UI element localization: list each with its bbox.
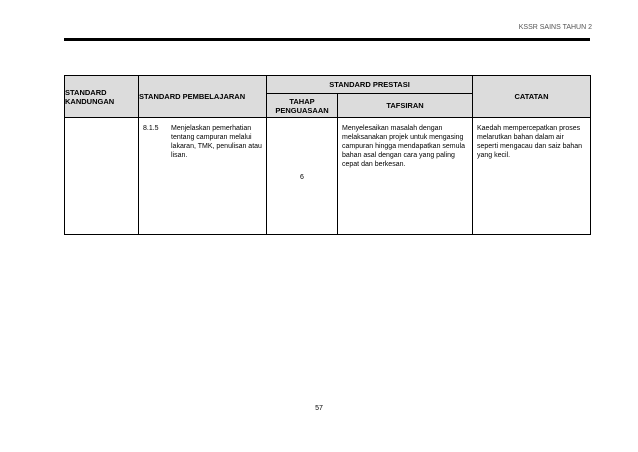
header-standard-pembelajaran: STANDARD PEMBELAJARAN <box>139 76 267 118</box>
header-tafsiran: TAFSIRAN <box>338 94 473 118</box>
cell-standard-kandungan <box>65 118 139 235</box>
cell-standard-pembelajaran <box>139 118 267 235</box>
header-standard-kandungan: STANDARD KANDUNGAN <box>65 76 139 118</box>
cell-catatan: Kaedah mempercepatkan proses melarutkan bahan dalam air seperti mengacau dan saiz bahan yang kecil. <box>473 118 591 235</box>
header-standard-prestasi: STANDARD PRESTASI <box>267 76 473 94</box>
document-header-title: KSSR SAINS TAHUN 2 <box>518 24 592 31</box>
header-rule <box>64 38 590 41</box>
sp-text: Menjelaskan pemerhatian tentang campuran melalui lakaran, TMK, penulisan atau lisan. <box>171 125 262 159</box>
table-row <box>65 118 591 235</box>
sp-code: 8.1.5 <box>143 125 159 132</box>
header-catatan: CATATAN <box>473 76 591 118</box>
cell-tahap: 6 <box>267 118 338 235</box>
header-tahap-penguasaan: TAHAP PENGUASAAN <box>267 94 338 118</box>
standard-table <box>64 75 591 235</box>
page-number: 57 <box>315 405 323 412</box>
cell-tafsiran: Menyelesaikan masalah dengan melaksanakan projek untuk mengasing campuran hingga mendapatkan semula bahan asal dengan cara yang paling cepat dan berkesan. <box>338 118 473 235</box>
